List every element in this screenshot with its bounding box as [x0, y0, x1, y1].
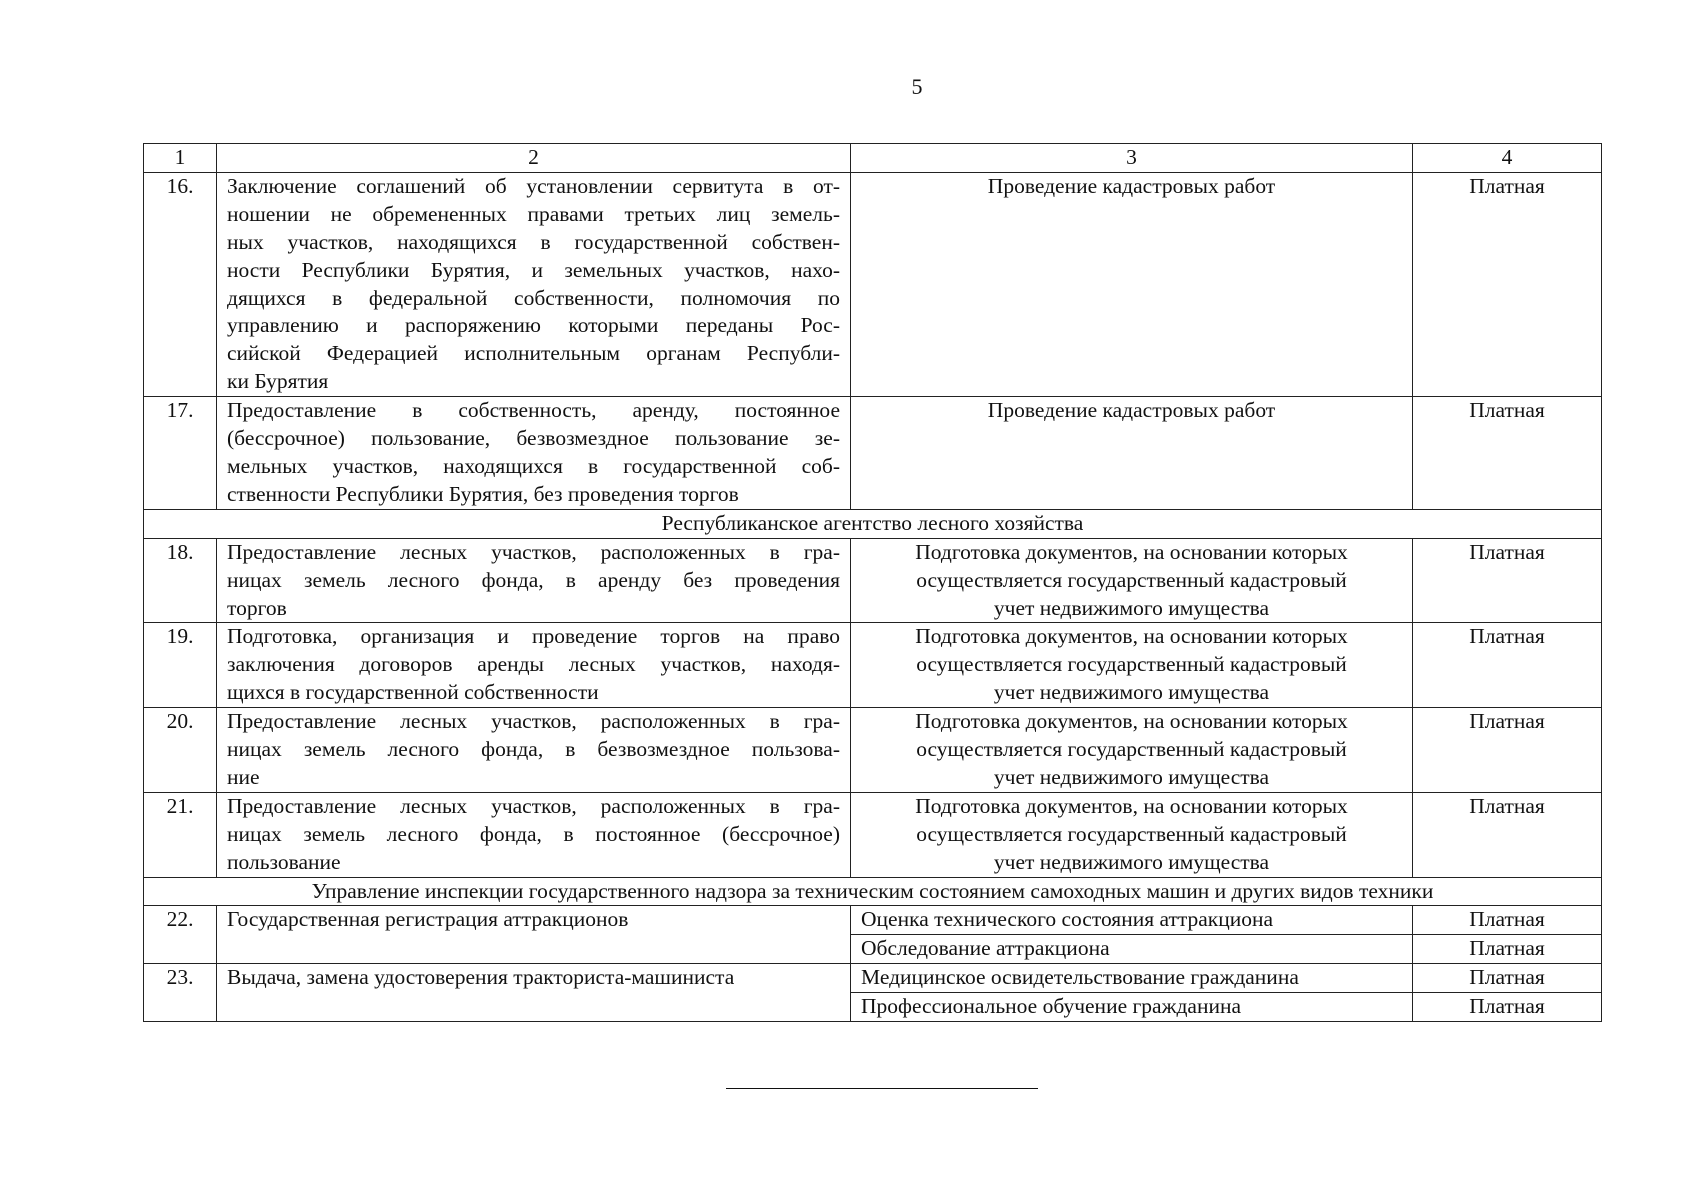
- row-number: 23.: [144, 964, 217, 1022]
- service-line: Подготовка документов, на основании которых: [915, 624, 1348, 649]
- description-line: заключения договоров аренды лесных участков, находя-: [227, 652, 840, 677]
- row-number: 21.: [144, 792, 217, 877]
- row-description: [217, 397, 851, 510]
- column-header-3: 3: [851, 144, 1413, 173]
- description-line: Подготовка, организация и проведение торгов на право: [227, 624, 840, 649]
- service-line: осуществляется государственный кадастровый: [916, 737, 1347, 762]
- table-header-row: [144, 144, 1602, 173]
- row-payment: Платная: [1413, 708, 1602, 793]
- service-line: осуществляется государственный кадастровый: [916, 821, 1347, 846]
- row-number: 17.: [144, 397, 217, 510]
- description-line: пользование: [227, 849, 341, 874]
- table-row: [144, 623, 1602, 708]
- section-row: [144, 877, 1602, 906]
- description-line: торгов: [227, 595, 287, 620]
- row-service: Проведение кадастровых работ: [851, 397, 1413, 510]
- row-number: 16.: [144, 172, 217, 396]
- table-row: [144, 538, 1602, 623]
- description-line: ницах земель лесного фонда, в аренду без проведения: [227, 567, 840, 592]
- description-line: дящихся в федеральной собственности, полномочия по: [227, 285, 840, 310]
- service-line: Подготовка документов, на основании которых: [915, 539, 1348, 564]
- row-number: 20.: [144, 708, 217, 793]
- description-line: Заключение соглашений об установлении сервитута в от-: [227, 173, 840, 198]
- description-line: Предоставление лесных участков, расположенных в гра-: [227, 793, 840, 818]
- table-row: [144, 792, 1602, 877]
- row-number: 22.: [144, 906, 217, 964]
- description-line: ношении не обремененных правами третьих лиц земель-: [227, 201, 840, 226]
- service-line: учет недвижимого имущества: [993, 849, 1270, 874]
- row-payment: Платная: [1413, 964, 1602, 993]
- table-row: [144, 708, 1602, 793]
- footer-divider: [726, 1088, 1038, 1089]
- row-service: Оценка технического состояния аттракциона: [851, 906, 1413, 935]
- row-service: [851, 623, 1413, 708]
- description-line: Предоставление лесных участков, расположенных в гра-: [227, 539, 840, 564]
- column-header-2: 2: [217, 144, 851, 173]
- description-line: ницах земель лесного фонда, в постоянное (бессрочное): [227, 821, 840, 846]
- row-payment: Платная: [1413, 172, 1602, 396]
- table-row: [144, 397, 1602, 510]
- service-line: осуществляется государственный кадастровый: [916, 567, 1347, 592]
- service-line: учет недвижимого имущества: [993, 764, 1270, 789]
- description-line: Предоставление лесных участков, расположенных в гра-: [227, 709, 840, 734]
- description-line: Предоставление в собственность, аренду, постоянное: [227, 398, 840, 423]
- description-line: (бессрочное) пользование, безвозмездное пользование зе-: [227, 426, 840, 451]
- row-description: Государственная регистрация аттракционов: [217, 906, 851, 964]
- row-description: [217, 792, 851, 877]
- row-payment: Платная: [1413, 538, 1602, 623]
- row-description: [217, 623, 851, 708]
- row-payment: Платная: [1413, 935, 1602, 964]
- row-service: Обследование аттракциона: [851, 935, 1413, 964]
- description-line: ние: [227, 764, 260, 789]
- row-service: Проведение кадастровых работ: [851, 172, 1413, 396]
- column-header-4: 4: [1413, 144, 1602, 173]
- row-service: [851, 538, 1413, 623]
- description-line: ных участков, находящихся в государственной собствен-: [227, 229, 840, 254]
- row-number: 18.: [144, 538, 217, 623]
- service-line: осуществляется государственный кадастровый: [916, 652, 1347, 677]
- row-payment: Платная: [1413, 397, 1602, 510]
- page-number: 5: [911, 74, 923, 99]
- row-payment: Платная: [1413, 993, 1602, 1022]
- row-payment: Платная: [1413, 792, 1602, 877]
- table-row: [144, 964, 1602, 993]
- section-title-inspection: Управление инспекции государственного надзора за техническим состоянием самоходных машин и других видов техники: [144, 877, 1602, 906]
- row-service: Профессиональное обучение гражданина: [851, 993, 1413, 1022]
- row-description: [217, 172, 851, 396]
- description-line: ственности Республики Бурятия, без проведения торгов: [227, 481, 739, 506]
- row-description: [217, 708, 851, 793]
- service-line: Подготовка документов, на основании которых: [915, 709, 1348, 734]
- column-header-1: 1: [144, 144, 217, 173]
- row-service: Медицинское освидетельствование гражданина: [851, 964, 1413, 993]
- service-line: Подготовка документов, на основании которых: [915, 793, 1348, 818]
- services-table: [143, 143, 1602, 1022]
- description-line: управлению и распоряжению которыми переданы Рос-: [227, 313, 840, 338]
- row-number: 19.: [144, 623, 217, 708]
- row-service: [851, 708, 1413, 793]
- row-service: [851, 792, 1413, 877]
- description-line: щихся в государственной собственности: [227, 680, 599, 705]
- row-description: [217, 538, 851, 623]
- table-row: [144, 172, 1602, 396]
- description-line: ки Бурятия: [227, 369, 329, 394]
- description-line: ницах земель лесного фонда, в безвозмездное пользова-: [227, 737, 840, 762]
- section-row: [144, 509, 1602, 538]
- section-title-forestry: Республиканское агентство лесного хозяйства: [144, 509, 1602, 538]
- row-payment: Платная: [1413, 906, 1602, 935]
- row-payment: Платная: [1413, 623, 1602, 708]
- table-row: [144, 906, 1602, 935]
- row-description: Выдача, замена удостоверения тракториста-машиниста: [217, 964, 851, 1022]
- service-line: учет недвижимого имущества: [993, 595, 1270, 620]
- description-line: ности Республики Бурятия, и земельных участков, нахо-: [227, 257, 840, 282]
- description-line: мельных участков, находящихся в государственной соб-: [227, 453, 840, 478]
- description-line: сийской Федерацией исполнительным органам Республи-: [227, 341, 840, 366]
- service-line: учет недвижимого имущества: [993, 680, 1270, 705]
